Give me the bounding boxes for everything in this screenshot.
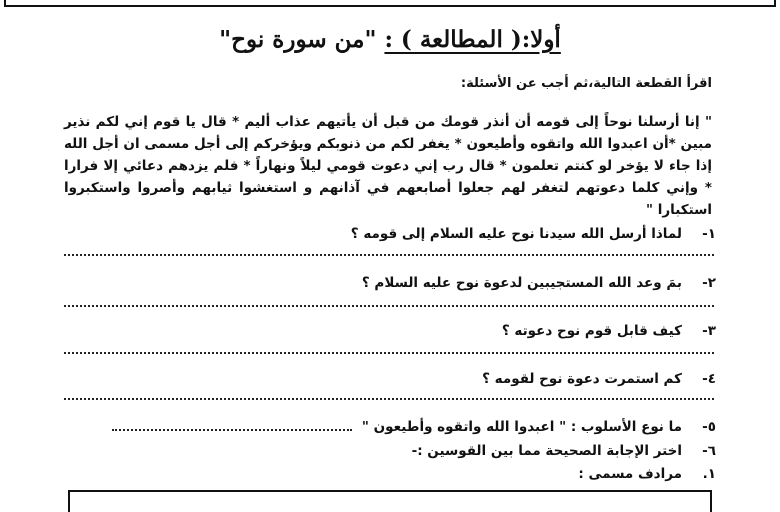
question-text: اختر الإجابة الصحيحة مما بين القوسين :- [411, 443, 682, 459]
question-number: ٣- [702, 323, 716, 339]
passage: " إنا أرسلنا نوحاً إلى قومه أن أنذر قومك من قبل أن يأتيهم عذاب أليم * قال يا قوم إني لكم نذير مبين *أن اعبدوا الله واتقوه وأطيعون * يغفر لكم من ذنوبكم ويؤخركم إلى أجل مسمى ان أجل الله إذا جاء لا يؤخر لو كنتم تعلمون * قال رب إني دعوت قومي ليلاً ونهاراً * فلم يزدهم دعائي إلا فرارا * وإني كلما دعوتهم لتغفر لهم جعلوا أصابعهم في آذانهم و استغشوا ثيابهم وأصروا واستكبروا استكبارا " [64, 114, 712, 218]
question-number: ١- [702, 226, 716, 242]
page-border-top [4, 0, 776, 7]
question-2 [362, 275, 716, 291]
question-text: مرادف مسمى : [578, 466, 682, 482]
question-number: ٢- [702, 275, 716, 291]
question-text: لماذا أرسل الله سيدنا نوح عليه السلام إلى قومه ؟ [350, 226, 682, 242]
answer-line-2[interactable] [64, 303, 714, 307]
heading-part-1: أولا:( المطالعة ) : [384, 26, 561, 53]
question-number: ١. [702, 466, 716, 482]
question-number: ٤- [702, 371, 716, 387]
question-6 [412, 443, 716, 459]
section-heading [0, 26, 780, 53]
choices-box [68, 490, 712, 512]
question-number: ٦- [702, 443, 716, 459]
answer-line-4[interactable] [64, 396, 714, 400]
question-3 [502, 323, 716, 339]
answer-line-5[interactable] [112, 429, 352, 431]
answer-line-3[interactable] [64, 350, 714, 354]
question-number: ٥- [702, 419, 716, 435]
question-text: كم استمرت دعوة نوح لقومه ؟ [482, 371, 682, 387]
question-5 [112, 419, 716, 435]
question-4 [482, 371, 716, 387]
instruction: اقرأ القطعة التالية،ثم أجب عن الأسئلة: [460, 76, 712, 91]
heading-part-2: "من سورة نوح" [219, 26, 377, 53]
question-text: كيف قابل قوم نوح دعوته ؟ [501, 323, 682, 339]
question-1 [351, 226, 716, 242]
question-text: ما نوع الأسلوب : " اعبدوا الله واتقوه وأطيعون " [361, 419, 682, 435]
answer-line-1[interactable] [64, 252, 714, 256]
question-6-item-1 [578, 466, 716, 482]
question-text: بمَ وعد الله المستجيبين لدعوة نوح عليه السلام ؟ [361, 275, 682, 291]
